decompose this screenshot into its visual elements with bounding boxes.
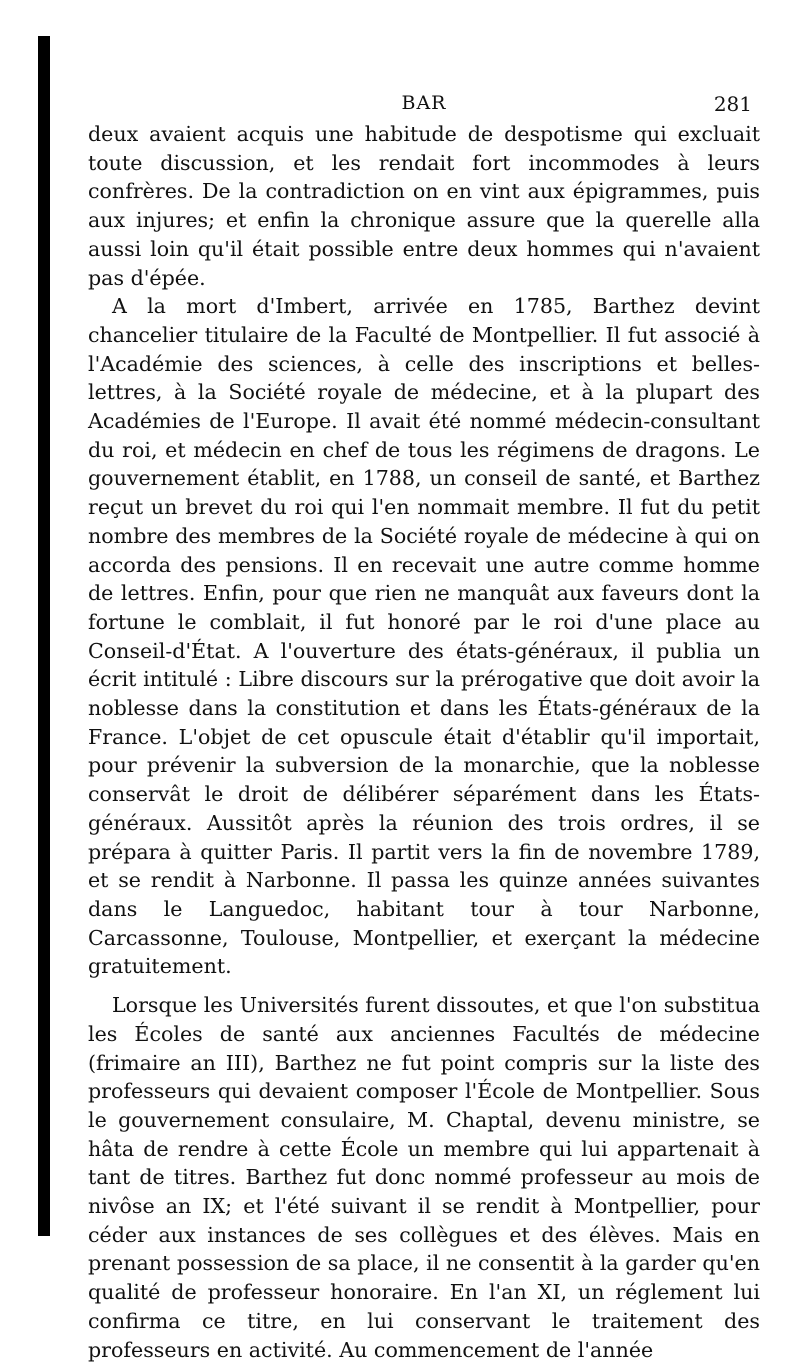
paragraph-continuation: deux avaient acquis une habitude de despotisme qui excluait toute discussion, et les rendait fort incommodes à leurs confrères. De la contradiction on en vint aux épigrammes, puis aux injures; et enfin la chronique assure que la querelle alla aussi loin qu'il était possible entre deux hommes qui n'avaient pas d'épée.: [88, 122, 760, 290]
running-head: BAR: [401, 92, 447, 114]
page-number: 281: [713, 92, 752, 116]
binding-edge: [38, 36, 50, 1236]
paragraph-universities: Lorsque les Universités furent dissoutes, et que l'on substitua les Écoles de santé aux anciennes Facultés de médecine (frimaire an III), Barthez ne fut point compris sur la liste des professeurs qui devaient composer l'École de Montpellier. Sous le gouvernement consulaire, M. Chaptal, devenu ministre, se hâta de rendre à cette École un membre qui lui appartenait à tant de titres. Barthez fut donc nommé professeur au mois de nivôse an IX; et l'été suivant il se rendit à Montpellier, pour céder aux instances de ses collègues et des élèves. Mais en prenant possession de sa place, il ne consentit à la garder qu'en qualité de professeur honoraire. En l'an XI, un réglement lui confirma ce titre, en lui conservant le traitement des professeurs en activité. Au commencement de l'année: [88, 993, 760, 1362]
book-page: [88, 88, 760, 1362]
page-header: [88, 88, 760, 120]
paragraph-chancellor: A la mort d'Imbert, arrivée en 1785, Barthez devint chancelier titulaire de la Faculté de Montpellier. Il fut associé à l'Académie des sciences, à celle des inscriptions et belles-lettres, à la Société royale de médecine, et à la plupart des Académies de l'Europe. Il avait été nommé médecin-consultant du roi, et médecin en chef de tous les régimens de dragons. Le gouvernement établit, en 1788, un conseil de santé, et Barthez reçut un brevet du roi qui l'en nommait membre. Il fut du petit nombre des membres de la Société royale de médecine à qui on accorda des pensions. Il en recevait une autre comme homme de lettres. Enfin, pour que rien ne manquât aux faveurs dont la fortune le comblait, il fut honoré par le roi d'une place au Conseil-d'État. A l'ouverture des états-généraux, il publia un écrit intitulé : Libre discours sur la prérogative que doit avoir la noblesse dans la constitution et dans les États-généraux de la France. L'objet de cet opuscule était d'établir qu'il importait, pour prévenir la subversion de la monarchie, que la noblesse conservât le droit de délibérer séparément dans les États-généraux. Aussitôt après la réunion des trois ordres, il se prépara à quitter Paris. Il partit vers la fin de novembre 1789, et se rendit à Narbonne. Il passa les quinze années suivantes dans le Languedoc, habitant tour à tour Narbonne, Carcassonne, Toulouse, Montpellier, et exerçant la médecine gratuitement.: [88, 294, 760, 979]
